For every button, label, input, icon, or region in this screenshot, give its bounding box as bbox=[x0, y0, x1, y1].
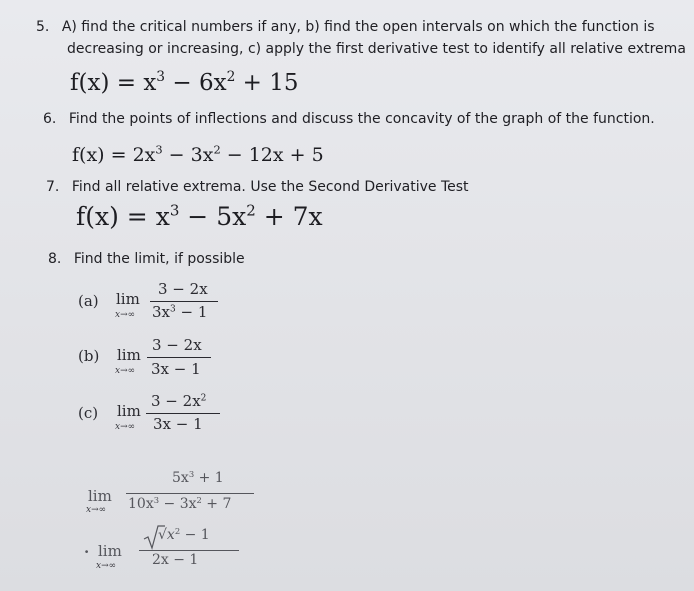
formula-p7: $f(x) = x^3 - 5x^2 + 7x$ bbox=[76, 201, 323, 231]
problem-number: 8. bbox=[48, 251, 62, 267]
fraction-bar bbox=[147, 357, 211, 358]
denominator: 3x − 1 bbox=[153, 415, 203, 433]
problem-text: Find all relative extrema. Use the Second Derivative Test bbox=[71, 179, 469, 195]
numerator: 3 − 2x bbox=[158, 280, 208, 298]
denominator: $3x^3 - 1$ bbox=[152, 303, 208, 321]
lim-word: lim bbox=[88, 487, 112, 505]
problem-6 bbox=[43, 109, 655, 129]
fraction-bar bbox=[126, 493, 254, 494]
formula-p6: $f(x) = 2x^3 - 3x^2 - 12x + 5$ bbox=[72, 142, 324, 166]
lim-word: lim bbox=[117, 402, 141, 420]
denominator: 2x − 1 bbox=[152, 552, 199, 568]
denominator: $10x^3 - 3x^2 + 7$ bbox=[128, 494, 232, 512]
problem-5-line2: decreasing or increasing, c) apply the first derivative test to identify all relative extrema bbox=[67, 41, 686, 57]
problem-7 bbox=[46, 177, 469, 197]
formula-p5: $f(x) = x^3 - 6x^2 + 15$ bbox=[70, 69, 299, 96]
lim-subscript: x→∞ bbox=[115, 366, 136, 376]
bullet-dot: · bbox=[84, 543, 90, 561]
problem-number: 7. bbox=[46, 179, 60, 195]
problem-text: Find the points of inflections and discuss the concavity of the graph of the function. bbox=[68, 111, 655, 127]
limit-label: (b) bbox=[78, 347, 100, 365]
limit-label: (c) bbox=[78, 404, 99, 422]
lim-word: lim bbox=[98, 542, 122, 560]
lim-subscript: x→∞ bbox=[96, 561, 117, 571]
fraction-bar bbox=[146, 413, 220, 414]
numerator: 3 − 2x bbox=[152, 336, 202, 354]
denominator: 3x − 1 bbox=[151, 360, 201, 378]
lim-subscript: x→∞ bbox=[86, 505, 107, 515]
cropped-top-mark bbox=[300, 0, 410, 4]
lim-subscript: x→∞ bbox=[115, 422, 136, 432]
limit-label: (a) bbox=[78, 292, 99, 310]
numerator: $3 - 2x^2$ bbox=[151, 392, 207, 410]
problem-5 bbox=[36, 17, 655, 37]
fraction-bar bbox=[139, 550, 239, 551]
problem-number: 6. bbox=[43, 111, 57, 127]
lim-word: lim bbox=[117, 346, 141, 364]
numerator: $5x^3 + 1$ bbox=[172, 468, 224, 486]
numerator: $√x^2 - 1$ bbox=[158, 525, 210, 543]
fraction-bar bbox=[150, 301, 218, 302]
problem-text: A) find the critical numbers if any, b) find the open intervals on which the function is bbox=[61, 19, 655, 35]
problem-text: Find the limit, if possible bbox=[73, 251, 245, 267]
problem-8 bbox=[48, 249, 245, 269]
lim-subscript: x→∞ bbox=[115, 310, 136, 320]
lim-word: lim bbox=[116, 290, 140, 308]
problem-number: 5. bbox=[36, 19, 50, 35]
